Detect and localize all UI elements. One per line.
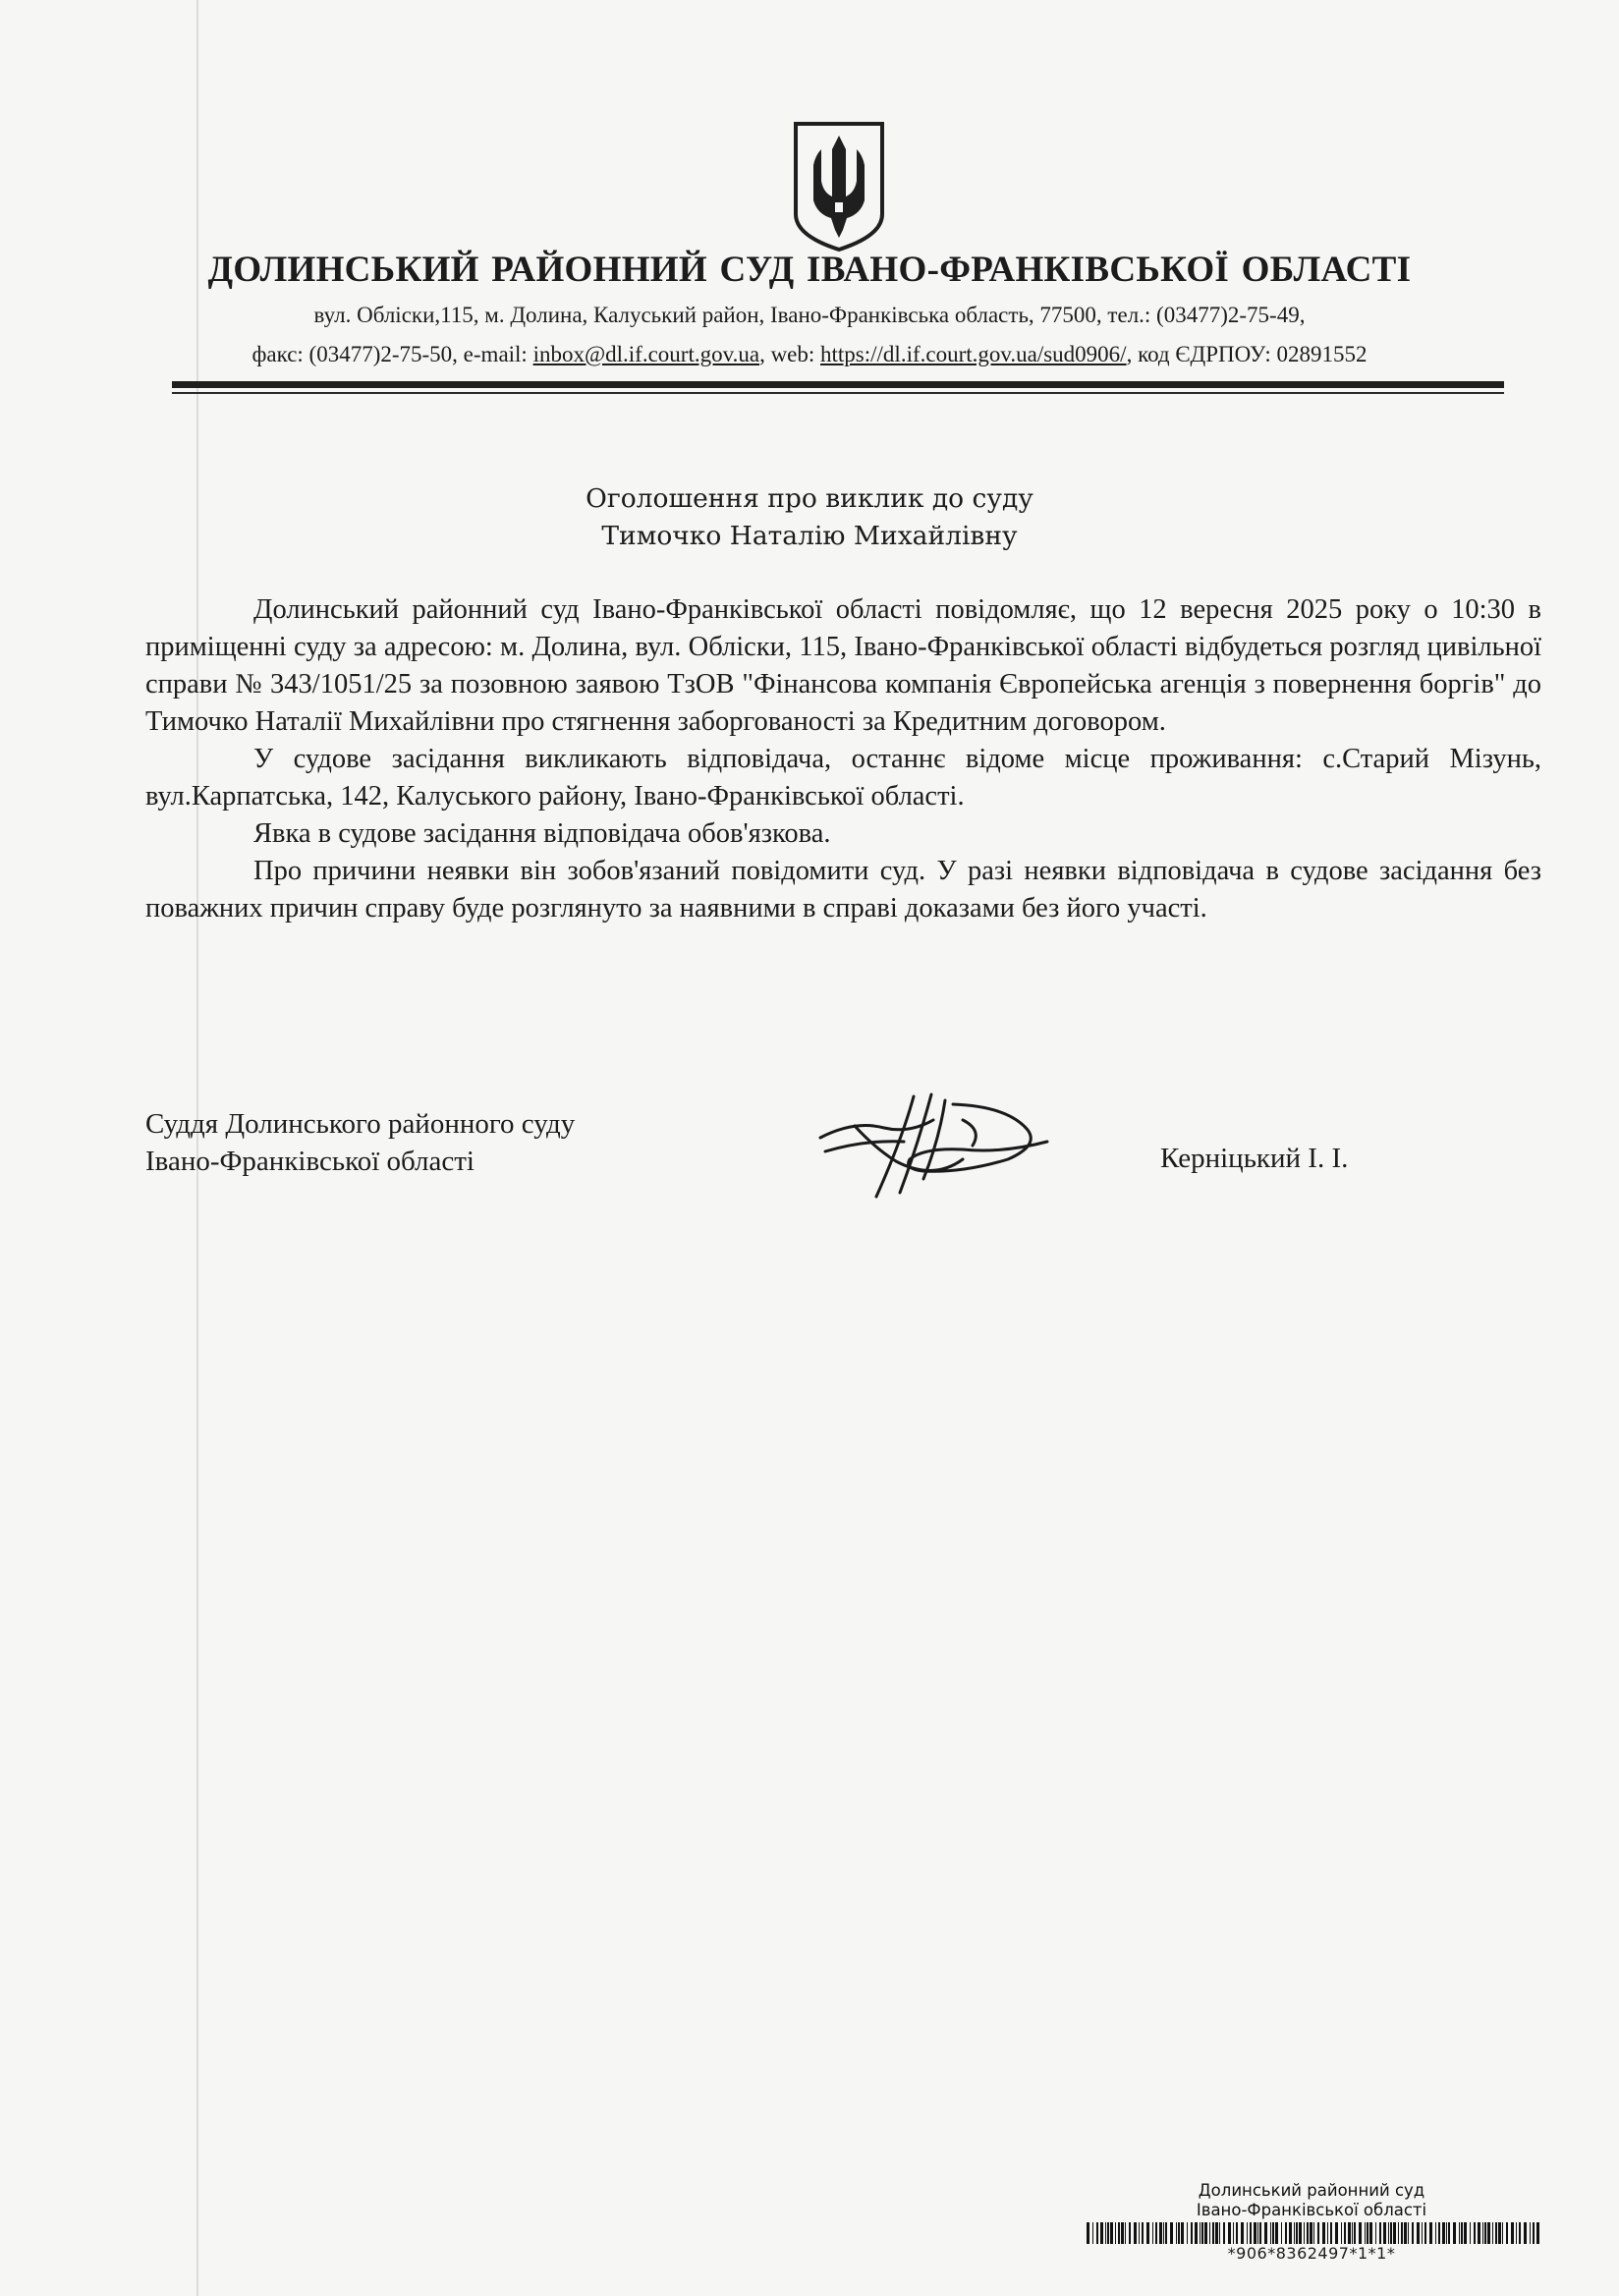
paragraph-hearing: Долинський районний суд Івано-Франківської області повідомляє, що 12 вересня 2025 року о 10:30 в приміщенні суду за адресою: м. Долина, вул. Обліски, 115, Івано-Франківської області відбудеться розгляд цивільної справи № 343/1051/25 за позовною заявою ТзОВ "Фінансова компанія Європейська агенція з повернення боргів" до Тимочко Наталії Михайлівни про стягнення заборгованості за Кредитним договором. [145,594,1541,737]
paragraph-summons: У судове засідання викликають відповідача, останнє відоме місце проживання: с.Старий Мізунь, вул.Карпатська, 142, Калуського району, Івано-Франківської області. [145,744,1541,812]
fax-label: факс: (03477)2-75-50, e-mail: [251,342,533,366]
judge-position-line2: Івано-Франківської області [145,1146,475,1177]
court-name-heading: ДОЛИНСЬКИЙ РАЙОННИЙ СУД ІВАНО-ФРАНКІВСЬКОЇ ОБЛАСТІ [207,250,1412,290]
registry-barcode [1087,2222,1544,2244]
court-contacts [0,342,1619,367]
notice-body [145,591,1541,927]
barcode-number: *906*8362497*1*1* [1227,2244,1396,2263]
email-link[interactable]: inbox@dl.if.court.gov.ua [532,342,760,366]
registry-stamp-court: Долинський районний суд [1198,2181,1425,2200]
judge-position [145,1105,575,1180]
edrpou-code: , код ЄДРПОУ: 02891552 [1126,342,1368,366]
handwritten-signature [815,1091,1056,1208]
web-label: , web: [759,342,821,366]
header-divider [172,381,1504,388]
paragraph-attendance: Явка в судове засідання відповідача обов'язкова. [253,818,831,849]
court-address: вул. Обліски,115, м. Долина, Калуський район, Івано-Франківська область, 77500, тел.: (03477)2-75-49, [313,303,1306,327]
judge-position-line1: Суддя Долинського районного суду [145,1108,576,1140]
judge-name: Керніцький І. І. [1160,1143,1349,1174]
notice-addressee: Тимочко Наталію Михайлівну [601,521,1018,551]
header-divider-thin [172,392,1504,394]
website-link[interactable]: https://dl.if.court.gov.ua/sud0906/ [820,342,1127,366]
coat-of-arms-icon [792,120,886,253]
notice-title: Оголошення про виклик до суду [586,483,1033,514]
paragraph-absence: Про причини неявки він зобов'язаний повідомити суд. У разі неявки відповідача в судове засідання без поважних причин справу буде розглянуто за наявними в справі доказами без його участі. [145,856,1541,924]
registry-stamp-region: Івано-Франківської області [1196,2201,1427,2219]
